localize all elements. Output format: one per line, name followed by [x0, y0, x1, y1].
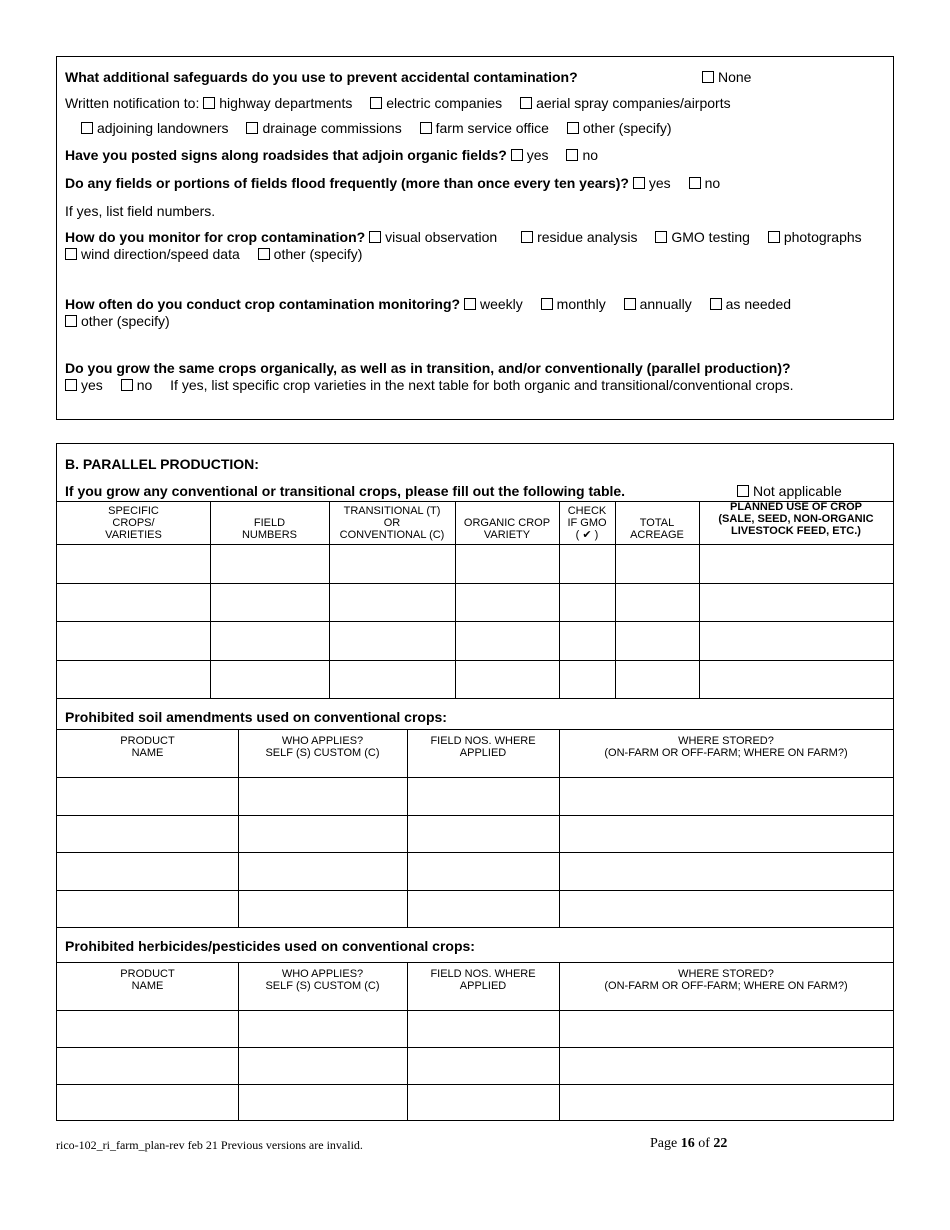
visual-checkbox[interactable] [369, 231, 381, 243]
not-applicable-checkbox[interactable] [737, 485, 749, 497]
soil-table-cell[interactable] [58, 816, 237, 852]
parallel-table-cell[interactable] [58, 622, 209, 659]
herb-table-cell[interactable] [58, 1048, 237, 1083]
signs-question: Have you posted signs along roadsides that adjoin organic fields? [65, 147, 507, 163]
section-b-title: B. PARALLEL PRODUCTION: [65, 456, 259, 472]
parallel-table-cell[interactable] [211, 584, 328, 621]
parallel-table-header-1: SPECIFIC CROPS/ VARIETIES [105, 505, 162, 541]
section-b-instruction: If you grow any conventional or transitional crops, please fill out the following table. [65, 483, 626, 499]
soil-table-cell[interactable] [58, 778, 237, 814]
parallel-table-cell[interactable] [330, 661, 454, 698]
none-option: None [702, 69, 751, 85]
flood-question: Do any fields or portions of fields flood frequently (more than once every ten years)? [65, 175, 629, 191]
parallel-table-cell[interactable] [330, 584, 454, 621]
parallel-table-cell[interactable] [700, 584, 892, 621]
herb-table-cell[interactable] [58, 1085, 237, 1120]
herbicides-title: Prohibited herbicides/pesticides used on conventional crops: [65, 938, 475, 954]
form-version-note: rico-102_ri_farm_plan-rev feb 21 Previous versions are invalid. [56, 1138, 363, 1152]
herb-table-header-3: FIELD NOS. WHERE APPLIED [430, 968, 536, 992]
safeguards-question: What additional safeguards do you use to prevent accidental contamination? [65, 69, 578, 85]
annually-checkbox[interactable] [624, 298, 636, 310]
parallel-table-cell[interactable] [700, 622, 892, 659]
monitor-question: How do you monitor for crop contamination? [65, 229, 366, 245]
monitor-row-2: wind direction/speed data other (specify) [65, 246, 362, 262]
soil-table-cell[interactable] [560, 778, 892, 814]
electric-checkbox[interactable] [370, 97, 382, 109]
parallel-no-checkbox[interactable] [121, 379, 133, 391]
parallel-table-cell[interactable] [616, 622, 698, 659]
parallel-table-cell[interactable] [616, 545, 698, 582]
soil-table-cell[interactable] [408, 891, 558, 927]
flood-no-checkbox[interactable] [689, 177, 701, 189]
herb-table-cell[interactable] [239, 1048, 406, 1083]
parallel-table-cell[interactable] [560, 545, 614, 582]
soil-table-cell[interactable] [560, 891, 892, 927]
parallel-table-cell[interactable] [700, 545, 892, 582]
soil-table-cell[interactable] [239, 891, 406, 927]
herb-table-cell[interactable] [239, 1011, 406, 1046]
signs-row: Have you posted signs along roadsides that adjoin organic fields? yes no [65, 147, 599, 163]
parallel-table-header-4: ORGANIC CROP VARIETY [463, 517, 551, 541]
parallel-table-cell[interactable] [58, 661, 209, 698]
soil-table-header-4: WHERE STORED? (ON-FARM OR OFF-FARM; WHERE ON FARM?) [604, 735, 848, 759]
parallel-production-section [56, 443, 894, 1121]
photographs-checkbox[interactable] [768, 231, 780, 243]
monitor-row-1: How do you monitor for crop contamination? visual observation residue analysis GMO testing photographs [65, 229, 862, 245]
frequency-row-1: How often do you conduct crop contamination monitoring? weekly monthly annually as needed [65, 296, 792, 312]
gmo-testing-checkbox[interactable] [655, 231, 667, 243]
parallel-yes-checkbox[interactable] [65, 379, 77, 391]
parallel-table-cell[interactable] [560, 584, 614, 621]
parallel-table-header-5: CHECK IF GMO ( ✔ ) [567, 505, 607, 541]
weekly-checkbox[interactable] [464, 298, 476, 310]
highway-checkbox[interactable] [203, 97, 215, 109]
soil-table-header-1: PRODUCT NAME [120, 735, 175, 759]
parallel-table-cell[interactable] [456, 584, 558, 621]
herb-table-header-4: WHERE STORED? (ON-FARM OR OFF-FARM; WHERE ON FARM?) [604, 968, 848, 992]
parallel-table-cell[interactable] [58, 545, 209, 582]
parallel-table-cell[interactable] [211, 545, 328, 582]
herb-table-cell[interactable] [408, 1048, 558, 1083]
notify-other-checkbox[interactable] [567, 122, 579, 134]
monthly-checkbox[interactable] [541, 298, 553, 310]
parallel-table-cell[interactable] [211, 661, 328, 698]
parallel-table-cell[interactable] [456, 622, 558, 659]
parallel-table-cell[interactable] [560, 661, 614, 698]
signs-yes-checkbox[interactable] [511, 149, 523, 161]
soil-table-cell[interactable] [560, 853, 892, 889]
drainage-checkbox[interactable] [246, 122, 258, 134]
wind-checkbox[interactable] [65, 248, 77, 260]
parallel-table-cell[interactable] [330, 622, 454, 659]
herb-table-cell[interactable] [408, 1011, 558, 1046]
farm-service-checkbox[interactable] [420, 122, 432, 134]
herb-table-cell[interactable] [560, 1011, 892, 1046]
page-number: Page 16 of 22 [650, 1136, 728, 1151]
soil-table-header-2: WHO APPLIES? SELF (S) CUSTOM (C) [265, 735, 380, 759]
parallel-table-cell[interactable] [456, 661, 558, 698]
notification-row-2: adjoining landowners drainage commissions farm service office other (specify) [81, 120, 672, 136]
herb-table-cell[interactable] [239, 1085, 406, 1120]
flood-row: Do any fields or portions of fields flood frequently (more than once every ten years)? yes no [65, 175, 721, 191]
parallel-table-cell[interactable] [616, 661, 698, 698]
soil-table-cell[interactable] [408, 778, 558, 814]
table-rule [57, 927, 893, 928]
parallel-table-header-3: TRANSITIONAL (T) OR CONVENTIONAL (C) [339, 505, 445, 541]
flood-followup: If yes, list field numbers. [65, 203, 216, 219]
herb-table-cell[interactable] [408, 1085, 558, 1120]
frequency-question: How often do you conduct crop contamination monitoring? [65, 296, 461, 312]
soil-table-cell[interactable] [58, 891, 237, 927]
soil-table-cell[interactable] [58, 853, 237, 889]
herb-table-cell[interactable] [560, 1048, 892, 1083]
parallel-answer-row: yes no If yes, list specific crop varieties in the next table for both organic and transitional/conventional crops. [65, 377, 793, 393]
parallel-table-cell[interactable] [211, 622, 328, 659]
safeguards-section [56, 56, 894, 420]
herb-table-cell[interactable] [560, 1085, 892, 1120]
notification-row-1: Written notification to: highway departments electric companies aerial spray companies/airports [65, 95, 731, 111]
parallel-table-cell[interactable] [456, 545, 558, 582]
monitor-other-checkbox[interactable] [258, 248, 270, 260]
parallel-table-header-7: PLANNED USE OF CROP (SALE, SEED, NON-ORGANIC LIVESTOCK FEED, ETC.) [718, 501, 874, 537]
not-applicable-option: Not applicable [737, 483, 842, 499]
residue-checkbox[interactable] [521, 231, 533, 243]
table-rule [57, 962, 893, 963]
parallel-note: If yes, list specific crop varieties in the next table for both organic and transitional/conventional crops. [170, 377, 794, 393]
soil-amendments-title: Prohibited soil amendments used on conventional crops: [65, 709, 447, 725]
soil-table-header-3: FIELD NOS. WHERE APPLIED [430, 735, 536, 759]
soil-table-cell[interactable] [560, 816, 892, 852]
parallel-table-cell[interactable] [560, 622, 614, 659]
herb-table-cell[interactable] [58, 1011, 237, 1046]
parallel-table-cell[interactable] [58, 584, 209, 621]
notification-prefix: Written notification to: [65, 95, 200, 111]
none-checkbox[interactable] [702, 71, 714, 83]
parallel-table-cell[interactable] [330, 545, 454, 582]
parallel-table-header-6: TOTAL ACREAGE [630, 517, 684, 541]
parallel-table-cell[interactable] [700, 661, 892, 698]
table-rule [57, 729, 893, 730]
signs-no-checkbox[interactable] [566, 149, 578, 161]
soil-table-cell[interactable] [408, 853, 558, 889]
parallel-table-header-2: FIELD NUMBERS [241, 517, 297, 541]
landowners-checkbox[interactable] [81, 122, 93, 134]
frequency-other-checkbox[interactable] [65, 315, 77, 327]
soil-table-cell[interactable] [239, 816, 406, 852]
herb-table-header-2: WHO APPLIES? SELF (S) CUSTOM (C) [265, 968, 380, 992]
table-rule [57, 698, 893, 699]
soil-table-cell[interactable] [239, 778, 406, 814]
herb-table-header-1: PRODUCT NAME [120, 968, 175, 992]
parallel-table-cell[interactable] [616, 584, 698, 621]
parallel-question: Do you grow the same crops organically, as well as in transition, and/or conventionally (parallel production)? [65, 360, 791, 376]
soil-table-cell[interactable] [408, 816, 558, 852]
soil-table-cell[interactable] [239, 853, 406, 889]
frequency-row-2: other (specify) [65, 313, 170, 329]
as-needed-checkbox[interactable] [710, 298, 722, 310]
aerial-checkbox[interactable] [520, 97, 532, 109]
flood-yes-checkbox[interactable] [633, 177, 645, 189]
